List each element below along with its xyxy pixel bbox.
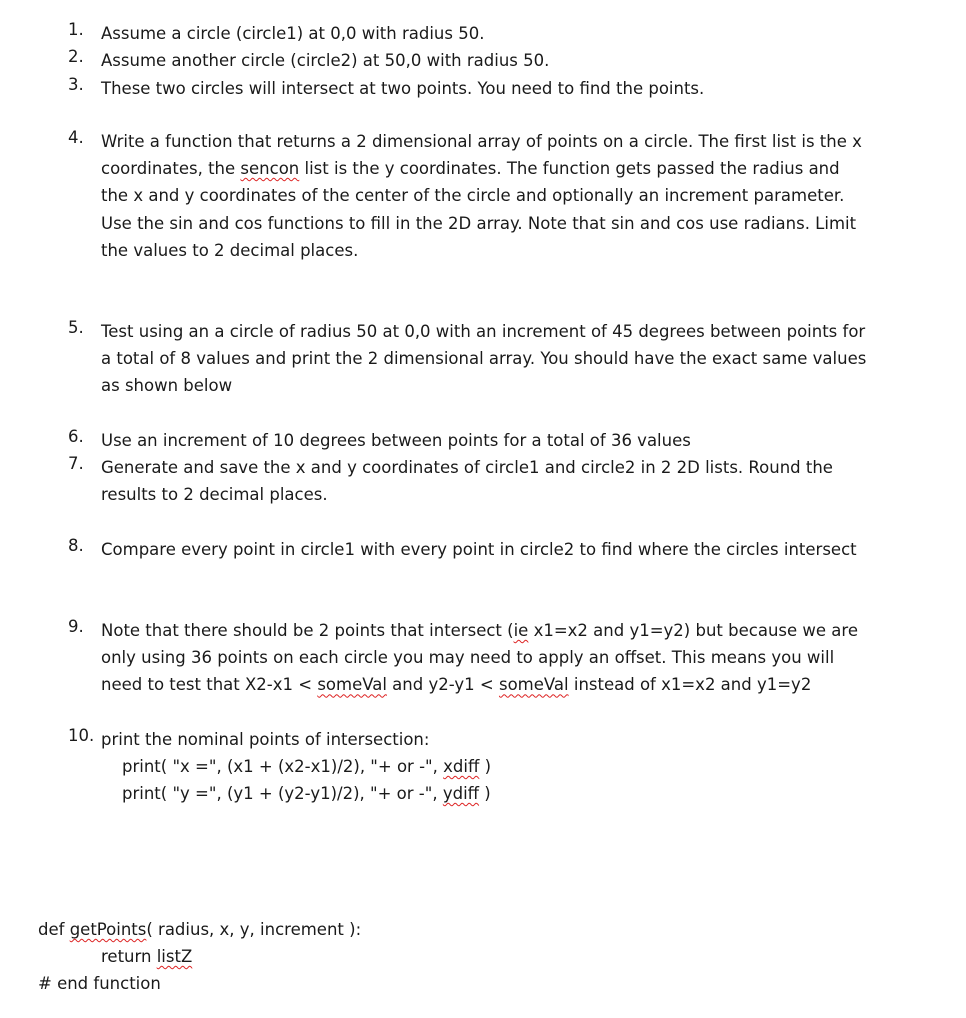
item-2 <box>68 47 868 74</box>
print-line-part: ) <box>479 784 491 803</box>
item-9 <box>68 617 868 699</box>
item-text: Compare every point in circle1 with every point in circle2 to find where the circles intersect <box>101 540 857 559</box>
function-def-line <box>38 920 361 939</box>
item-4 <box>68 128 868 264</box>
item-text: Assume a circle (circle1) at 0,0 with radius 50. <box>101 24 485 43</box>
item-5 <box>68 318 868 400</box>
misspelled-word: xdiff <box>443 757 480 776</box>
item-number: 4. <box>68 128 84 147</box>
item-number: 8. <box>68 536 84 555</box>
item-3 <box>68 75 868 102</box>
code-part: ( radius, x, y, increment ): <box>146 920 362 939</box>
item-6 <box>68 427 868 454</box>
print-line-part: ) <box>479 757 492 776</box>
item-text-part: Write a function that returns a 2 dimensional array of points on a circle. The first list is the x coordinates, the <box>101 132 862 179</box>
item-text: Assume another circle (circle2) at 50,0 with radius 50. <box>101 51 550 70</box>
item-text-part: list is the y coordinates. The function gets passed the radius and the x and y coordinates of the center of the circle and optionally an increment parameter. Use the sin and cos functions to fill in the 2D array. Note that sin and cos use radians. Limit the values to 2 decimal places. <box>101 159 857 260</box>
item-text <box>101 617 868 699</box>
item-1 <box>68 20 868 47</box>
code-part: return <box>101 947 157 966</box>
misspelled-word: someVal <box>317 675 387 695</box>
item-text-part: x1=x2 and y1=y2) but because we are only using 36 points on each circle you may need to apply an offset. This means you will need to test that X2-x1 < <box>101 621 858 695</box>
item-number: 7. <box>68 454 84 473</box>
print-x-line <box>122 757 491 776</box>
item-text: These two circles will intersect at two points. You need to find the points. <box>101 79 705 98</box>
print-y-line <box>122 784 491 803</box>
item-number: 9. <box>68 617 84 636</box>
item-text <box>101 128 868 264</box>
code-part: def <box>38 920 70 939</box>
item-number: 2. <box>68 47 84 66</box>
item-text: Use an increment of 10 degrees between points for a total of 36 values <box>101 431 691 450</box>
item-8 <box>68 536 868 563</box>
item-text: Test using an a circle of radius 50 at 0,0 with an increment of 45 degrees between points for a total of 8 values and print the 2 dimensional array. You should have the exact same values as shown below <box>101 322 867 396</box>
misspelled-word: ydiff <box>442 784 480 803</box>
item-text-part: and y2-y1 < <box>386 675 499 695</box>
misspelled-word: sencon <box>240 159 300 179</box>
print-line-part: print( "y =", (y1 + (y2-y1)/2), "+ or -", <box>122 784 443 803</box>
item-number: 5. <box>68 318 84 337</box>
item-text-part: instead of x1=x2 and y1=y2 <box>568 675 812 695</box>
print-line-part: print( "x =", (x1 + (x2-x1)/2), "+ or -", <box>122 757 444 776</box>
misspelled-word: getPoints <box>69 920 147 939</box>
item-number: 1. <box>68 20 84 39</box>
item-text: Generate and save the x and y coordinates of circle1 and circle2 in 2 2D lists. Round the results to 2 decimal places. <box>101 458 833 505</box>
return-line <box>101 947 192 966</box>
item-10 <box>68 726 868 753</box>
item-number: 10. <box>68 726 95 745</box>
misspelled-word: ie <box>513 621 529 640</box>
misspelled-word: listZ <box>156 947 193 966</box>
end-function-comment: # end function <box>38 974 161 993</box>
item-number: 6. <box>68 427 84 446</box>
misspelled-word: someVal <box>498 675 569 695</box>
item-text: print the nominal points of intersection: <box>101 730 430 749</box>
item-7 <box>68 454 868 508</box>
item-number: 3. <box>68 75 84 94</box>
item-text-part: Note that there should be 2 points that intersect ( <box>101 621 514 640</box>
